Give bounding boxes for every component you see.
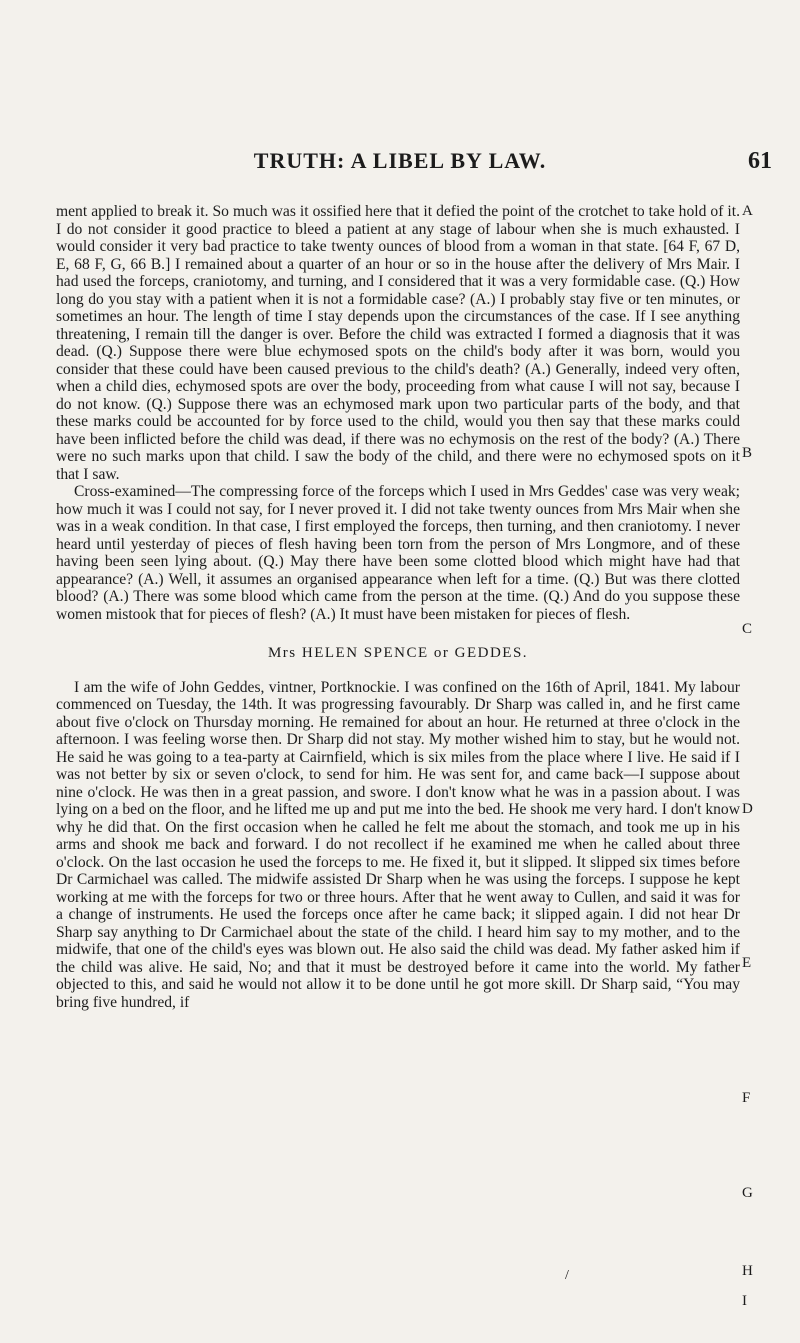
margin-letter-g: G: [742, 1185, 753, 1201]
body-text: [56, 203, 740, 1011]
footer-mark: /: [565, 1268, 569, 1283]
margin-letter-b: B: [742, 445, 753, 461]
margin-letter-i: I: [742, 1293, 747, 1309]
paragraph-geddes-testimony: I am the wife of John Geddes, vintner, Portknockie. I was confined on the 16th of April, 1841. My labour commenced on Tuesday, the 14th. It was progressing favourably. Dr Sharp was called in, and he first came about five o'clock on Thursday morning. He remained for about an hour. He returned at three o'clock in the afternoon. I was feeling worse then. Dr Sharp did not stay. My mother wished him to stay, but he would not. He said he was going to a tea-party at Cairnfield, which is six miles from the place where I live. He said if I was not better by six or seven o'clock, to send for him. He was sent for, and came back—I suppose about nine o'clock. He was then in a great passion, and swore. I don't know what he was in a passion about. I was lying on a bed on the floor, and he lifted me up and put me into the bed. He shook me very hard. I don't know why he did that. On the first occasion when he called he felt me about the stomach, and took me up in his arms and shook me back and forward. I do not recollect if he examined me when he called about three o'clock. On the last occasion he used the forceps to me. He fixed it, but it slipped. It slipped six times before Dr Carmichael was called. The midwife assisted Dr Sharp when he was using the forceps. I suppose he kept working at me with the forceps for two or three hours. After that he went away to Cullen, and said it was for a change of instruments. He used the forceps once after he came back; it slipped again. I did not hear Dr Sharp say anything to Dr Carmichael about the state of the child. I heard him say to my mother, and to the midwife, that one of the child's eyes was blown out. He also said the child was dead. My father asked him if the child was alive. He said, No; and that it must be destroyed before it came into the world. My father objected to this, and said he would not allow it to be done until he got more skill. Dr Sharp said, “You may bring five hundred, if: [56, 678, 740, 1011]
section-heading: Mrs HELEN SPENCE or GEDDES.: [267, 645, 529, 661]
margin-letters: [742, 203, 772, 1309]
running-title: TRUTH: A LIBEL BY LAW.: [253, 148, 547, 173]
margin-letter-e: E: [742, 955, 752, 971]
paragraph-testimony-continued: ment applied to break it. So much was it ossified here that it defied the point of the crotchet to take hold of it. I do not consider it good practice to bleed a patient at any stage of labour when she is much exhausted. I would consider it very bad practice to take twenty ounces of blood from a woman in that state. [64 F, 67 D, E, 68 F, G, 66 B.] I remained about a quarter of an hour or so in the house after the delivery of Mrs Mair. I had used the forceps, craniotomy, and turning, and I considered that it was a very formidable case. (Q.) How long do you stay with a patient when it is not a formidable case? (A.) I probably stay five or ten minutes, or sometimes an hour. The length of time I stay depends upon the circumstances of the case. If I see anything threatening, I remain till the danger is over. Before the child was extracted I formed a diagnosis that it was dead. (Q.) Suppose there were blue echymosed spots on the child's body after it was born, would you consider that these could have been caused previous to the child's death? (A.) Generally, indeed very often, when a child dies, echymosed spots are over the body, proceeding from what cause I will not say, because I do not know. (Q.) Suppose there was an echymosed mark upon two particular parts of the body, and that these marks could be accounted for by force used to the child, would you then say that these marks could have been inflicted before the child was dead, if there was no echymosis on the rest of the body? (A.) There were no such marks upon that child. I saw the body of the child, and there were no echymosed spots on it that I saw.: [56, 203, 740, 483]
margin-letter-h: H: [742, 1263, 753, 1279]
page-number: 61: [748, 148, 772, 174]
page-header: [0, 148, 800, 178]
margin-letter-d: D: [742, 801, 753, 817]
paragraph-cross-examined: Cross-examined—The compressing force of the forceps which I used in Mrs Geddes' case was very weak; how much it was I could not say, for I never proved it. I did not take twenty ounces from Mrs Mair when she was in a weak condition. In that case, I first employed the forceps, then turning, and then craniotomy. I never heard until yesterday of pieces of flesh having been torn from the person of Mrs Longmore, and of these having been seen lying about. (Q.) May there have been some clotted blood which might have had that appearance? (A.) Well, it assumes an organised appearance when left for a time. (Q.) But was there clotted blood? (A.) There was some blood which came from the person at the time. (Q.) And do you suppose these women mistook that for pieces of flesh? (A.) It must have been mistaken for pieces of flesh.: [56, 483, 740, 623]
margin-letter-c: C: [742, 621, 753, 637]
margin-letter-f: F: [742, 1090, 751, 1106]
margin-letter-a: A: [742, 203, 753, 219]
